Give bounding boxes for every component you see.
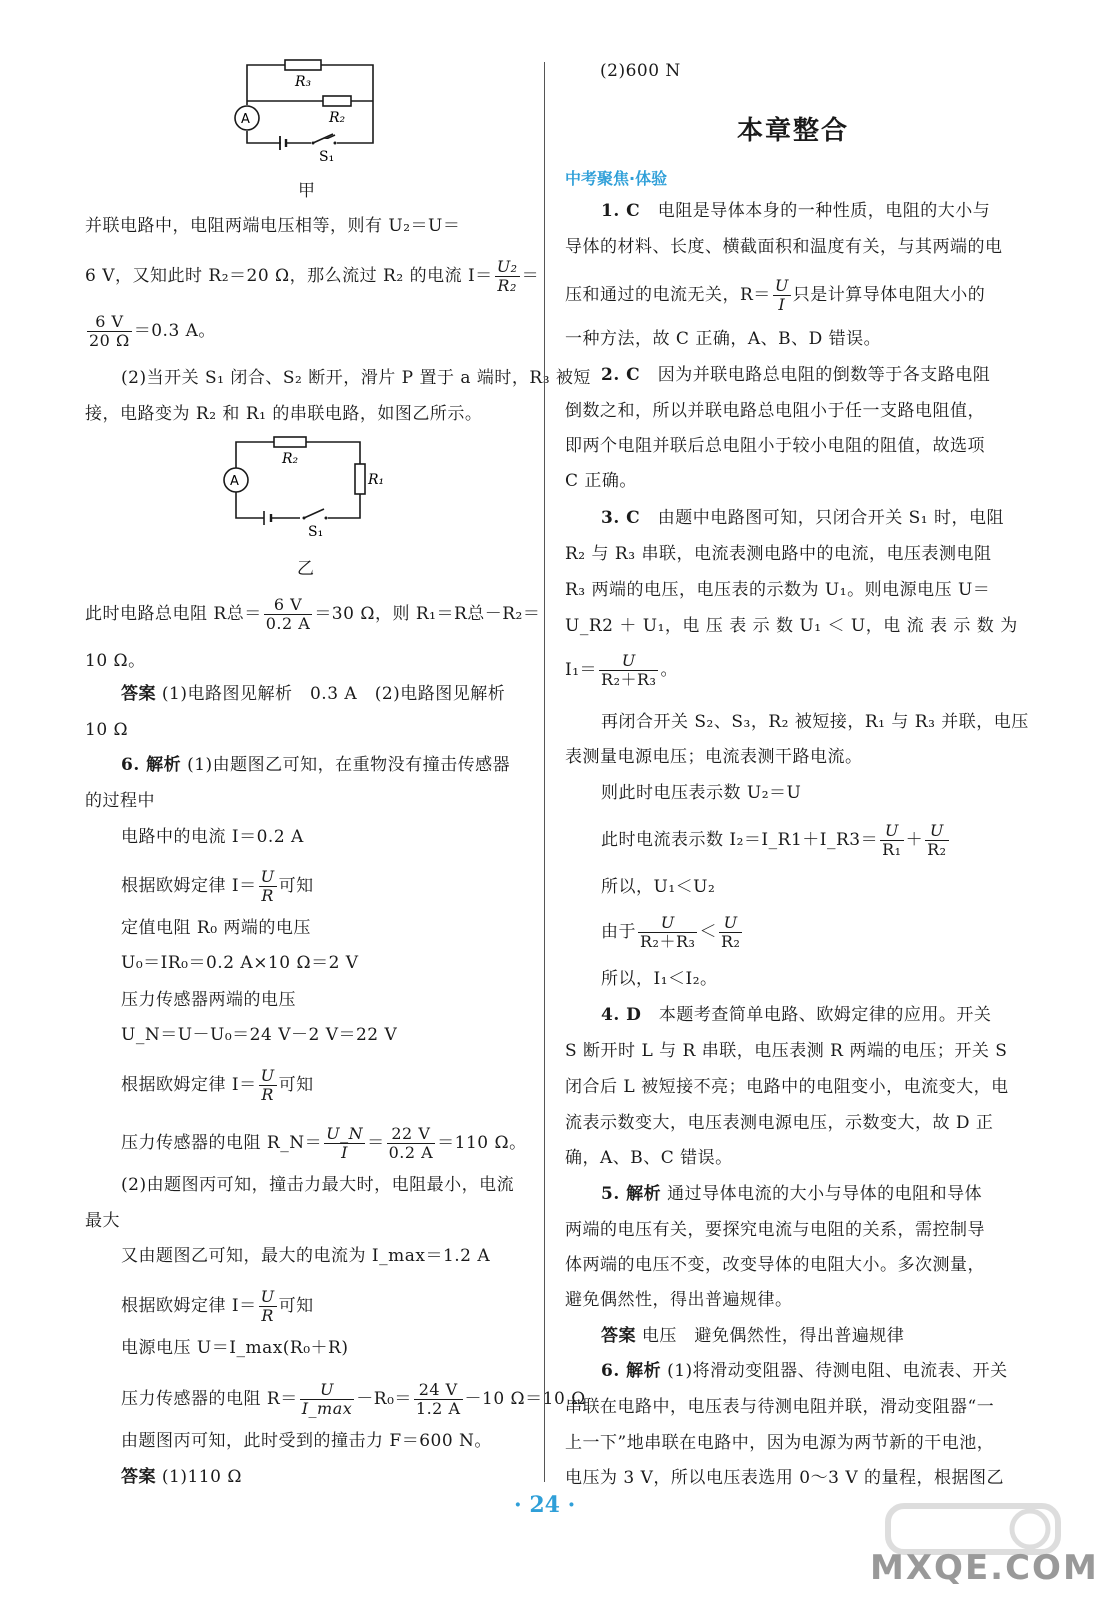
text-line: I₁＝ $\frac{U}{\text{R₂＋R₃}}$ 。 bbox=[565, 651, 678, 689]
text-line: 电源电压 U＝I_max(R₀＋R) bbox=[121, 1338, 349, 1358]
text-line: 串联在电路中，电压表与待测电阻并联，滑动变阻器“一 bbox=[565, 1397, 995, 1417]
label-r3: R₃ bbox=[295, 74, 312, 90]
figure-caption-jia: 甲 bbox=[298, 181, 315, 201]
text-line: U₀＝IR₀＝0.2 A×10 Ω＝2 V bbox=[121, 953, 359, 973]
ammeter-label: A bbox=[230, 474, 239, 489]
circuit-diagram-yi bbox=[218, 430, 398, 540]
text-line: 5. 解析 通过导体电流的大小与导体的电阻和导体 bbox=[601, 1184, 983, 1204]
text-line: 则此时电压表示数 U₂＝U bbox=[601, 783, 802, 803]
text-line: 压力传感器的电阻 R_N＝ $\frac{U\_N}{I}$ ＝ $\frac{22 V}{0.2 A}$ ＝110 Ω。 bbox=[121, 1124, 527, 1162]
text-line: R₃ 两端的电压，电压表的示数为 U₁。则电源电压 U＝ bbox=[565, 580, 991, 600]
text-line: 再闭合开关 S₂、S₃，R₂ 被短接，R₁ 与 R₃ 并联，电压 bbox=[601, 712, 1029, 732]
text-line: 又由题图乙可知，最大的电流为 I_max＝1.2 A bbox=[121, 1246, 491, 1266]
text-line: U_N＝U－U₀＝24 V－2 V＝22 V bbox=[121, 1025, 398, 1045]
text-line: (2)由题图丙可知，撞击力最大时，电阻最小，电流 bbox=[121, 1175, 515, 1195]
text-line: 确，A、B、C 错误。 bbox=[565, 1148, 733, 1168]
text-line: 流表示数变大，电压表测电源电压，示数变大，故 D 正 bbox=[565, 1113, 994, 1133]
text-line: 答案 (1)110 Ω bbox=[121, 1467, 242, 1487]
text-line: 此时电流表示数 I₂＝I_R1＋I_R3＝ $\frac{U}{\text{R₁}}$ ＋ $\frac{U}{\text{R₂}}$ bbox=[601, 821, 947, 859]
text-line: 6. 解析 (1)由题图乙可知，在重物没有撞击传感器 bbox=[121, 755, 511, 775]
text-line: 接，电路变为 R₂ 和 R₁ 的串联电路，如图乙所示。 bbox=[85, 404, 483, 424]
text-line: R₂ 与 R₃ 串联，电流表测电路中的电流，电压表测电阻 bbox=[565, 544, 992, 564]
text-line: 倒数之和，所以并联电路总电阻小于任一支路电阻值， bbox=[565, 401, 985, 421]
text-line: $\frac{6 V}{20 \Omega}$ ＝0.3 A。 bbox=[89, 312, 216, 350]
circuit-diagram-jia bbox=[225, 55, 385, 165]
watermark-text: MXQE.COM bbox=[870, 1548, 1099, 1588]
text-line: 表测量电源电压；电流表测干路电流。 bbox=[565, 747, 863, 767]
text-line: 定值电阻 R₀ 两端的电压 bbox=[121, 918, 311, 938]
text-line: 根据欧姆定律 I＝ $\frac{U}{R}$ 可知 bbox=[121, 867, 314, 905]
text-line: C 正确。 bbox=[565, 471, 637, 491]
text-line: 电路中的电流 I＝0.2 A bbox=[121, 827, 304, 847]
text-line: 压和通过的电流无关，R＝ $\frac{U}{I}$ 只是计算导体电阻大小的 bbox=[565, 276, 986, 314]
text-line: 根据欧姆定律 I＝ $\frac{U}{R}$ 可知 bbox=[121, 1066, 314, 1104]
text-line: 由于 $\frac{U}{\text{R₂＋R₃}}$ ＜ $\frac{U}{\text{R₂}}$ bbox=[601, 913, 741, 951]
text-line: 根据欧姆定律 I＝ $\frac{U}{R}$ 可知 bbox=[121, 1287, 314, 1325]
text-line: 所以，I₁＜I₂。 bbox=[601, 969, 718, 989]
text-line: 1. C 电阻是导体本身的一种性质，电阻的大小与 bbox=[601, 201, 991, 221]
text-line: 10 Ω。 bbox=[85, 651, 146, 671]
label-r2: R₂ bbox=[282, 451, 299, 467]
text-line: 避免偶然性，得出普遍规律。 bbox=[565, 1290, 793, 1310]
text-line: 6 V，又知此时 R₂＝20 Ω，那么流过 R₂ 的电流 I＝ $\frac{\text{U₂}}{\text{R₂}}$ ＝ bbox=[85, 257, 540, 295]
text-line: 电压为 3 V，所以电压表选用 0～3 V 的量程，根据图乙 bbox=[565, 1468, 1005, 1488]
column-divider bbox=[544, 62, 545, 1482]
text-line: 4. D 本题考查简单电路、欧姆定律的应用。开关 bbox=[601, 1005, 992, 1025]
section-label: 中考聚焦·体验 bbox=[565, 169, 668, 188]
label-s1: S₁ bbox=[308, 524, 324, 540]
text-line: 由题图丙可知，此时受到的撞击力 F＝600 N。 bbox=[121, 1431, 492, 1451]
text-line: 导体的材料、长度、横截面积和温度有关，与其两端的电 bbox=[565, 237, 1003, 257]
text-line: 6. 解析 (1)将滑动变阻器、待测电阻、电流表、开关 bbox=[601, 1361, 1008, 1381]
text-line: 即两个电阻并联后总电阻小于较小电阻的阻值，故选项 bbox=[565, 436, 985, 456]
text-line: S 断开时 L 与 R 串联，电压表测 R 两端的电压；开关 S bbox=[565, 1041, 1008, 1061]
text-line: 3. C 由题中电路图可知，只闭合开关 S₁ 时，电阻 bbox=[601, 508, 1004, 528]
text-line: 2. C 因为并联电路总电阻的倒数等于各支路电阻 bbox=[601, 365, 991, 385]
text-line: 压力传感器的电阻 R＝ $\frac{U}{I\_\max}$ －R₀＝ $\frac{24 V}{1.2 A}$ －10 Ω＝10 Ω bbox=[121, 1380, 586, 1418]
label-r2: R₂ bbox=[329, 110, 346, 126]
text-line: 10 Ω bbox=[85, 720, 129, 740]
text-line: 答案 电压 避免偶然性，得出普遍规律 bbox=[601, 1326, 905, 1346]
text-line: 上一下”地串联在电路中，因为电源为两节新的干电池， bbox=[565, 1433, 995, 1453]
text-line: 最大 bbox=[85, 1211, 120, 1231]
text-line: 一种方法，故 C 正确，A、B、D 错误。 bbox=[565, 329, 882, 349]
label-r1: R₁ bbox=[368, 472, 385, 488]
text-line: 并联电路中，电阻两端电压相等，则有 U₂＝U＝ bbox=[85, 216, 461, 236]
text-line: 体两端的电压不变，改变导体的电阻大小。多次测量， bbox=[565, 1255, 985, 1275]
text-line: 压力传感器两端的电压 bbox=[121, 990, 296, 1010]
chapter-title: 本章整合 bbox=[737, 116, 850, 146]
text-line: (2)当开关 S₁ 闭合、S₂ 断开，滑片 P 置于 a 端时，R₃ 被短 bbox=[121, 368, 591, 388]
label-s1: S₁ bbox=[319, 149, 335, 165]
text-line: 两端的电压有关，要探究电流与电阻的关系，需控制导 bbox=[565, 1220, 985, 1240]
ammeter-label: A bbox=[241, 112, 250, 127]
text-line: 的过程中 bbox=[85, 791, 155, 811]
text-line: (2)600 N bbox=[600, 61, 681, 81]
text-line: U_R2 ＋ U₁，电 压 表 示 数 U₁ ＜ U，电 流 表 示 数 为 bbox=[565, 616, 1018, 636]
text-line: 答案 (1)电路图见解析 0.3 A (2)电路图见解析 bbox=[121, 684, 506, 704]
figure-caption-yi: 乙 bbox=[297, 559, 314, 579]
text-line: 所以，U₁＜U₂ bbox=[601, 877, 716, 897]
text-line: 此时电路总电阻 R总＝ $\frac{6 V}{0.2 A}$ ＝30 Ω，则 R₁＝R总－R₂＝ bbox=[85, 595, 541, 633]
page-number: · 24 · bbox=[514, 1492, 576, 1518]
text-line: 闭合后 L 被短接不亮；电路中的电阻变小，电流变大，电 bbox=[565, 1077, 1009, 1097]
